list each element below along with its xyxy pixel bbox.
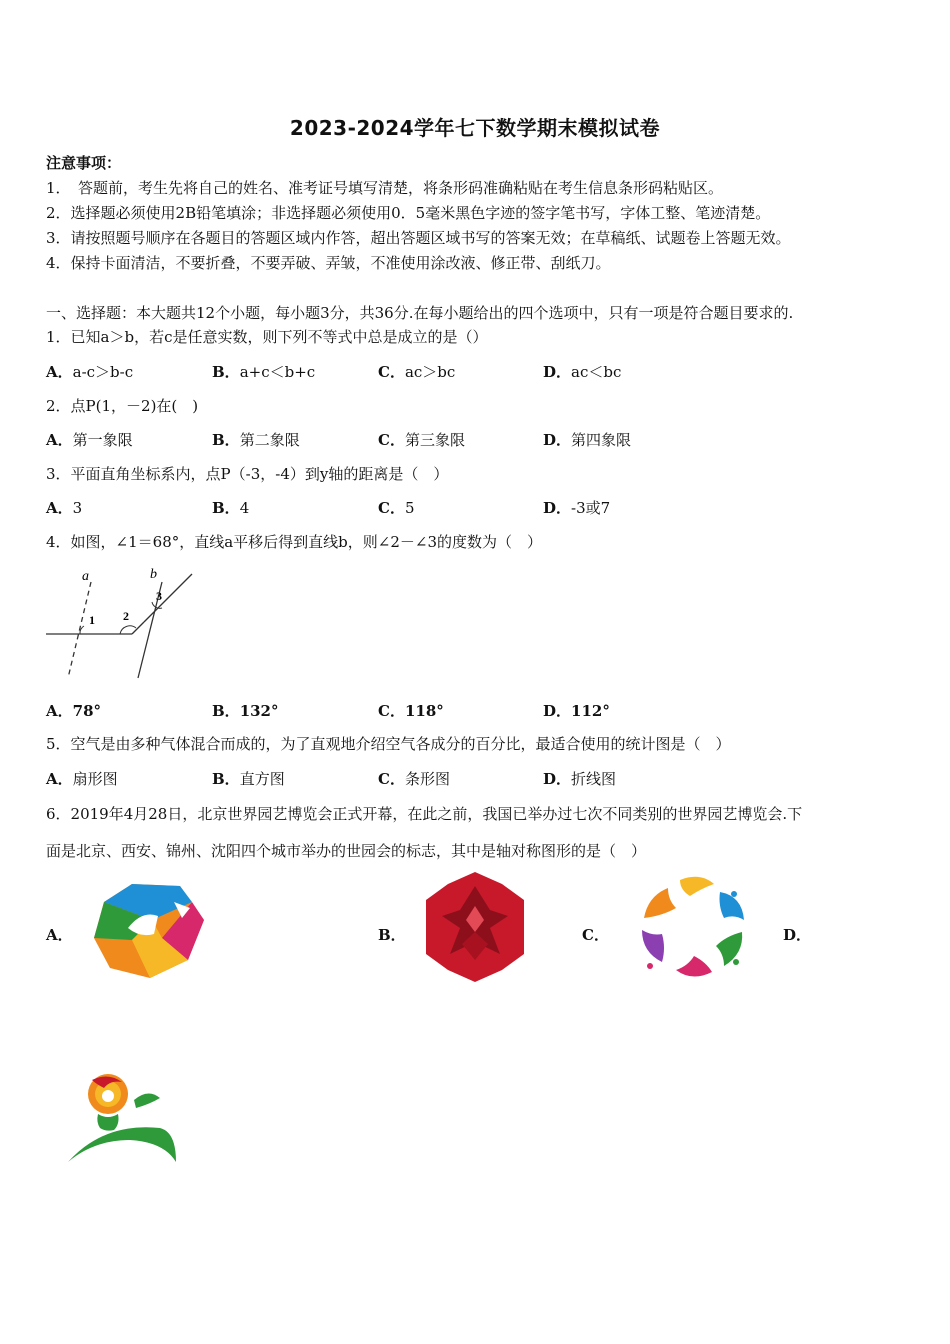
question-stem-4: 4．如图，∠1＝68°，直线a平移后得到直线b，则∠2－∠3的度数为（ ）	[46, 533, 543, 551]
option-label: B．	[212, 431, 240, 449]
logo-dot	[647, 963, 653, 969]
option-a-label: A．	[46, 926, 73, 944]
option-d	[543, 429, 631, 450]
question-stem-6: 6．2019年4月28日，北京世界园艺博览会正式开幕，在此之前，我国已举办过七次不同类别的世界园艺博览会.下	[46, 805, 803, 823]
option-text: 4	[239, 499, 250, 517]
option-a	[46, 429, 133, 450]
option-text: 132°	[239, 702, 279, 720]
logo-shape	[644, 888, 676, 918]
logo-shape	[720, 892, 745, 920]
label-b: b	[150, 567, 157, 582]
option-label: A．	[46, 702, 73, 720]
geometry-figure	[44, 562, 194, 682]
option-c	[378, 497, 415, 518]
option-text: 118°	[404, 702, 444, 720]
option-label: A．	[46, 499, 73, 517]
option-text: 5	[404, 499, 415, 517]
option-b	[212, 700, 279, 721]
option-text: a-c＞b-c	[72, 363, 134, 381]
option-c	[378, 700, 444, 721]
option-text: 直方图	[239, 770, 285, 788]
logo-shape	[642, 930, 664, 962]
option-c	[378, 768, 450, 789]
option-d	[543, 361, 621, 382]
question-stem-2: 2．点P(1，－2)在( )	[46, 397, 199, 415]
shenyang-logo-image	[64, 1070, 180, 1166]
label-1: 1	[89, 613, 95, 627]
jinzhou-logo-image	[638, 874, 748, 982]
option-label: C．	[378, 499, 405, 517]
segment	[132, 622, 144, 634]
note-item: 1． 答题前，考生先将自己的姓名、准考证号填写清楚，将条形码准确粘贴在考生信息条形码粘贴区。	[46, 179, 724, 197]
option-label: A．	[46, 431, 73, 449]
option-label: C．	[378, 770, 405, 788]
option-label: B．	[212, 363, 240, 381]
option-label: C．	[378, 431, 405, 449]
logo-shape	[134, 1093, 160, 1108]
option-text: 条形图	[404, 770, 450, 788]
option-label: B．	[212, 702, 240, 720]
option-text: a+c＜b+c	[239, 363, 316, 381]
option-d	[543, 700, 610, 721]
option-text: 第一象限	[72, 431, 133, 449]
line-a	[68, 582, 91, 678]
option-label: D．	[543, 702, 572, 720]
label-a: a	[82, 569, 89, 584]
logo-dot	[733, 959, 739, 965]
option-b-label: B．	[378, 926, 406, 944]
option-b	[212, 361, 315, 382]
label-3: 3	[156, 589, 162, 603]
option-d	[543, 497, 610, 518]
option-label: A．	[46, 770, 73, 788]
option-text: 78°	[72, 702, 102, 720]
option-text: ac＜bc	[571, 363, 622, 381]
logo-shape	[676, 956, 712, 977]
beijing-logo-image	[92, 880, 208, 980]
section-heading: 一、选择题：本大题共12个小题，每小题3分，共36分.在每小题给出的四个选项中，只有一项是符合题目要求的.	[46, 304, 794, 322]
option-label: C．	[378, 363, 405, 381]
logo-shape	[97, 1114, 118, 1131]
logo-shape	[102, 1090, 114, 1102]
option-a	[46, 497, 82, 518]
note-item: 2．选择题必须使用2B铅笔填涂；非选择题必须使用0．5毫米黑色字迹的签字笔书写，字体工整、笔迹清楚。	[46, 204, 771, 222]
option-text: -3或7	[571, 499, 611, 517]
option-c-label: C．	[582, 926, 609, 944]
option-label: D．	[543, 499, 572, 517]
option-c	[378, 429, 465, 450]
option-a	[46, 768, 118, 789]
option-label: A．	[46, 363, 73, 381]
option-text: 扇形图	[72, 770, 118, 788]
note-item: 3．请按照题号顺序在各题目的答题区域内作答，超出答题区域书写的答案无效；在草稿纸、试题卷上答题无效。	[46, 229, 791, 247]
logo-shape	[68, 1127, 176, 1162]
question-stem-5: 5．空气是由多种气体混合而成的，为了直观地介绍空气各成分的百分比，最适合使用的统计图是（ ）	[46, 735, 731, 753]
question-stem-1: 1．已知a＞b，若c是任意实数，则下列不等式中总是成立的是（）	[46, 328, 488, 346]
option-a	[46, 700, 101, 721]
option-text: 折线图	[571, 770, 617, 788]
option-a	[46, 361, 133, 382]
question-stem-6-cont: 面是北京、西安、锦州、沈阳四个城市举办的世园会的标志，其中是轴对称图形的是（ ）	[46, 842, 647, 860]
note-item: 4．保持卡面清洁，不要折叠，不要弄破、弄皱，不准使用涂改液、修正带、刮纸刀。	[46, 254, 611, 272]
option-text: 第三象限	[404, 431, 465, 449]
option-b	[212, 497, 249, 518]
option-label: D．	[543, 431, 572, 449]
option-label: C．	[378, 702, 405, 720]
option-d-label: D．	[783, 926, 812, 944]
question-stem-3: 3．平面直角坐标系内，点P（-3，-4）到y轴的距离是（ ）	[46, 465, 449, 483]
label-2: 2	[123, 609, 129, 623]
notes-heading: 注意事项：	[46, 154, 122, 172]
option-d	[543, 768, 616, 789]
option-label: D．	[543, 770, 572, 788]
logo-shape	[680, 877, 714, 896]
xian-logo-image	[420, 870, 530, 984]
logo-dot	[731, 891, 737, 897]
option-text: 第四象限	[571, 431, 632, 449]
option-label: B．	[212, 499, 240, 517]
option-label: B．	[212, 770, 240, 788]
option-b	[212, 768, 285, 789]
option-b	[212, 429, 300, 450]
option-text: ac＞bc	[404, 363, 456, 381]
page-title: 2023-2024学年七下数学期末模拟试卷	[289, 116, 661, 140]
option-c	[378, 361, 455, 382]
option-text: 3	[72, 499, 83, 517]
option-label: D．	[543, 363, 572, 381]
option-text: 第二象限	[239, 431, 300, 449]
option-text: 112°	[571, 702, 610, 720]
